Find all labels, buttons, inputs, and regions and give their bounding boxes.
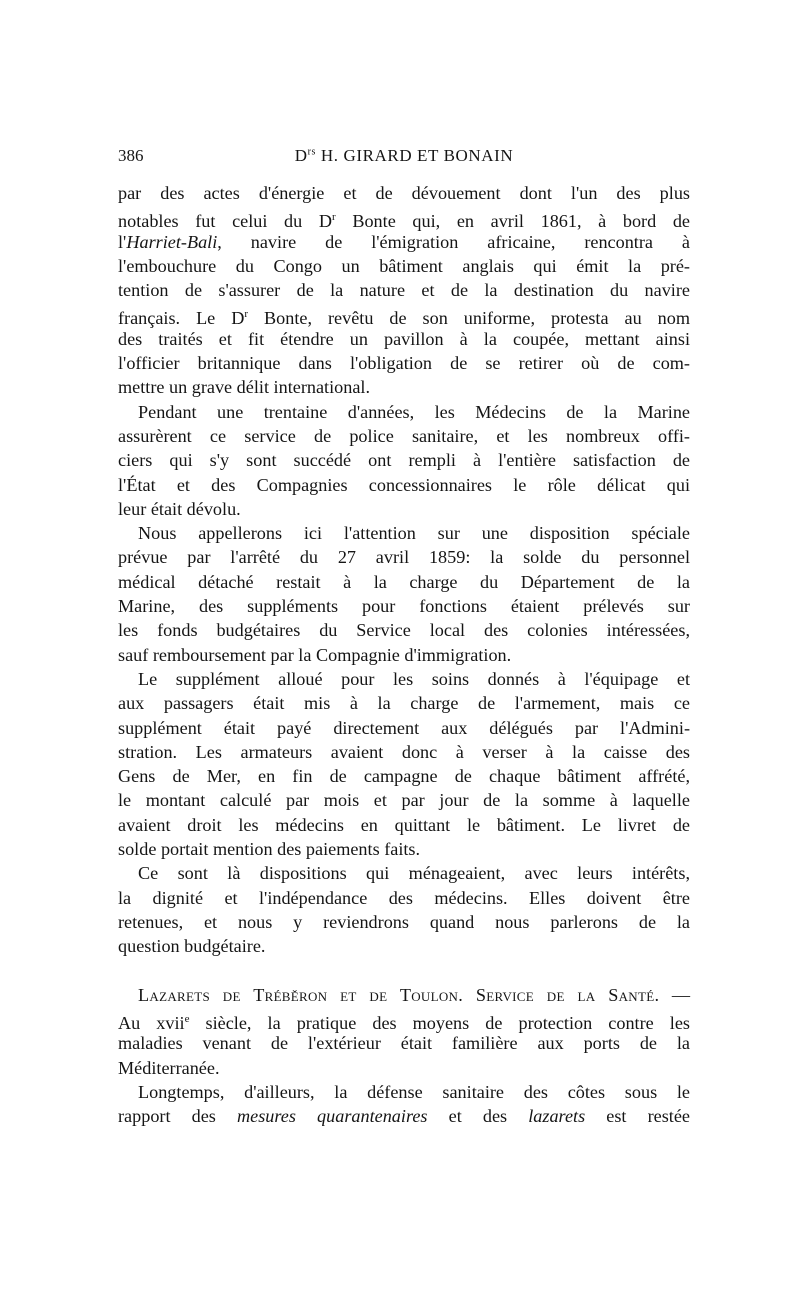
text-line: l'État et des Compagnies concessionnaires le rôle délicat qui <box>118 474 690 495</box>
text-line: Marine, des suppléments pour fonctions étaient prélevés sur <box>118 596 690 617</box>
text-line: français. Le $D^r$ Bonte, revêtu de son uniforme, protesta au nom <box>118 308 690 329</box>
text-line: la dignité et l'indépendance des médecins. Elles doivent être <box>118 887 690 908</box>
text-line: maladies venant de l'extérieur était familière aux ports de la <box>118 1033 690 1054</box>
running-head <box>118 146 690 168</box>
text-line: Méditerranée. <box>118 1057 220 1078</box>
text-line: rapport des mesures quarantenaires et des lazarets est restée <box>118 1106 691 1127</box>
text-line: Longtemps, d'ailleurs, la défense sanitaire des côtes sous le <box>138 1081 690 1102</box>
section-gap <box>118 959 690 983</box>
text-line: Ce sont là dispositions qui ménageaient, avec leurs intérêts, <box>138 863 690 884</box>
text-line: leur était dévolu. <box>118 498 241 519</box>
text-line: l'officier britannique dans l'obligation de se retirer où de com- <box>118 353 690 374</box>
text-line: question budgétaire. <box>118 936 266 957</box>
text-line: tention de s'assurer de la nature et de la destination du navire <box>118 280 690 301</box>
text-line: supplément était payé directement aux délégués par l'Admini- <box>118 717 690 738</box>
section-heading-line: Lazarets de Tréběron et de Toulon. Service de la Santé. — <box>138 984 691 1005</box>
body-text <box>118 181 690 1129</box>
text-line: prévue par l'arrêté du 27 avril 1859: la solde du personnel <box>118 547 690 568</box>
text-line: retenues, et nous y reviendrons quand nous parlerons de la <box>118 911 690 932</box>
text-line: ciers qui s'y sont succédé ont rempli à l'entière satisfaction de <box>118 450 690 471</box>
text-line: notables fut celui du $D^r$ Bonte qui, en avril 1861, à bord de <box>118 211 691 232</box>
text-line: aux passagers était mis à la charge de l'armement, mais ce <box>118 693 690 714</box>
text-line: médical détaché restait à la charge du Département de la <box>118 571 690 592</box>
text-line: assurèrent ce service de police sanitaire, et les nombreux offi- <box>118 425 690 446</box>
text-line: les fonds budgétaires du Service local des colonies intéressées, <box>118 620 690 641</box>
header-title: $D^{rs}$ H. GIRARD ET BONAIN <box>294 146 514 165</box>
text-line: avaient droit les médecins en quittant le bâtiment. Le livret de <box>118 814 690 835</box>
text-line: l'embouchure du Congo un bâtiment anglais qui émit la pré- <box>118 255 690 276</box>
text-line: stration. Les armateurs avaient donc à verser à la caisse des <box>118 741 690 762</box>
text-line: par des actes d'énergie et de dévouement dont l'un des plus <box>118 183 690 203</box>
text-line: Pendant une trentaine d'années, les Médecins de la Marine <box>138 401 690 422</box>
text-line: Le supplément alloué pour les soins donnés à l'équipage et <box>138 668 690 689</box>
ship-name: Harriet-Bali <box>126 231 218 252</box>
section-heading: Lazarets de Tréběron et de Toulon. Service de la Santé. <box>138 984 660 1005</box>
text-line: Gens de Mer, en fin de campagne de chaque bâtiment affrété, <box>118 766 690 787</box>
text-line: le montant calculé par mois et par jour de la somme à laquelle <box>118 790 690 811</box>
text-line: solde portait mention des paiements faits. <box>118 839 421 860</box>
page-number: 386 <box>118 146 144 165</box>
text-line: des traités et fit étendre un pavillon à la coupée, mettant ainsi <box>118 328 690 349</box>
text-line: mettre un grave délit international. <box>118 377 371 398</box>
text-line: sauf remboursement par la Compagnie d'immigration. <box>118 644 512 665</box>
text-line: Au xvii$^e$ siècle, la pratique des moyens de protection contre les <box>118 1013 690 1034</box>
text-line: l'Harriet-Bali, navire de l'émigration africaine, rencontra à <box>118 231 690 252</box>
text-line: Nous appellerons ici l'attention sur une disposition spéciale <box>138 523 690 544</box>
